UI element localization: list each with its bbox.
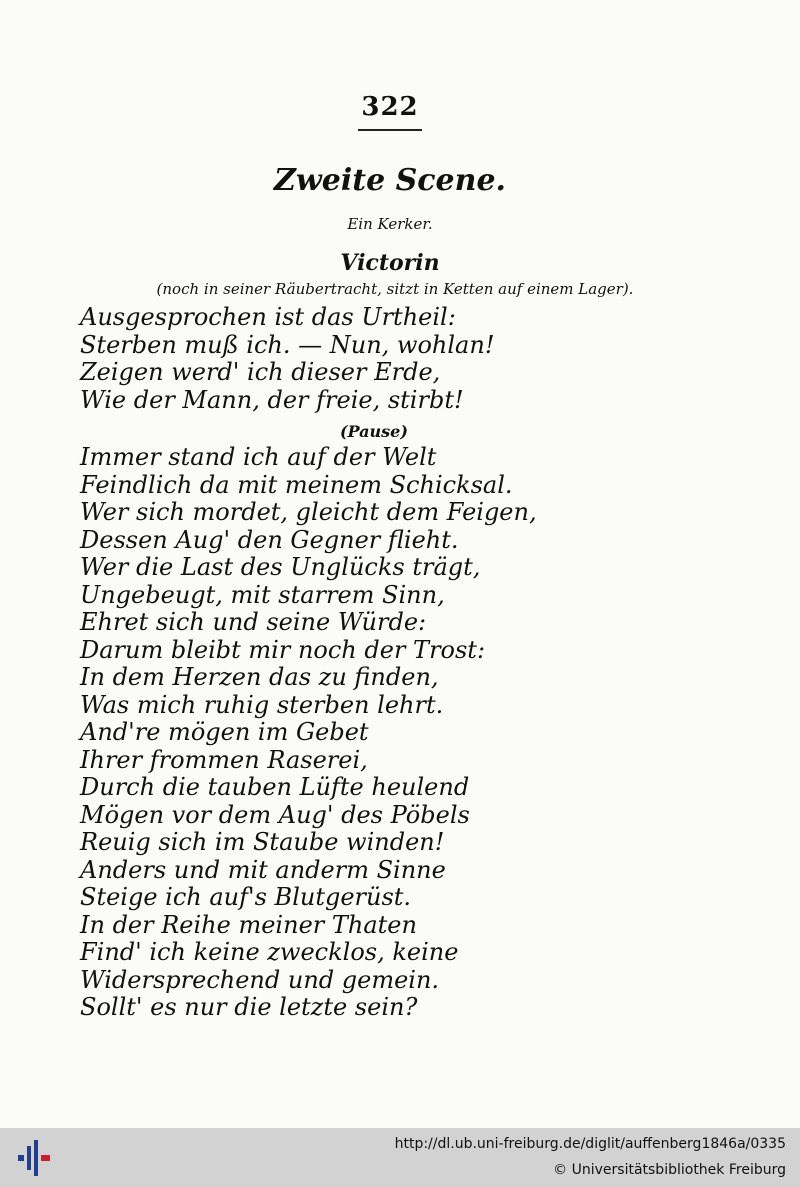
verse-line: Ihrer frommen Raserei, (80, 745, 368, 774)
pause-direction: (Pause) (340, 422, 408, 441)
verse-line: Ehret sich und seine Würde: (80, 608, 427, 636)
verse-line: Dessen Aug' den Gegner flieht. (80, 525, 459, 554)
verse-line: Anders und mit anderm Sinne (80, 855, 446, 884)
verse-line: In der Reihe meiner Thaten (80, 910, 417, 939)
page-number-rule (358, 129, 422, 131)
verse-line: Was mich ruhig sterben lehrt. (80, 690, 444, 719)
verse-line: Wer die Last des Unglücks trägt, (80, 553, 481, 581)
verse-line: Find' ich keine zwecklos, keine (80, 938, 459, 966)
verse-line: Wer sich mordet, gleicht dem Feigen, (80, 498, 537, 526)
verse-line: Steige ich auf's Blutgerüst. (80, 883, 412, 911)
verse-line: Widersprechend und gemein. (80, 965, 440, 994)
verse-line: Reuig sich im Staube winden! (80, 828, 445, 856)
stage-direction: (noch in seiner Räubertracht, sitzt in Ketten auf einem Lager). (156, 280, 634, 298)
verse-line: And're mögen im Gebet (80, 718, 369, 746)
verse-line: Darum bleibt mir noch der Trost: (80, 635, 486, 664)
scene-setting: Ein Kerker. (347, 215, 433, 233)
page-number: 322 (361, 92, 419, 122)
footer-bar (0, 1128, 800, 1187)
verse-line: Ausgesprochen ist das Urtheil: (80, 303, 456, 331)
scene-title: Zweite Scene. (274, 163, 506, 198)
verse-stanza-2 (80, 444, 540, 1022)
copyright-notice: © Universitätsbibliothek Freiburg (553, 1162, 786, 1178)
verse-line: In dem Herzen das zu finden, (80, 663, 439, 691)
verse-stanza-1 (80, 304, 540, 414)
library-logo-icon (14, 1138, 54, 1178)
verse-line: Immer stand ich auf der Welt (80, 443, 437, 471)
verse-line: Durch die tauben Lüfte heulend (80, 773, 470, 801)
verse-line: Sollt' es nur die letzte sein? (80, 993, 418, 1021)
verse-line: Mögen vor dem Aug' des Pöbels (80, 800, 470, 829)
source-url-link[interactable]: http://dl.ub.uni-freiburg.de/diglit/auffenberg1846a/0335 (394, 1136, 786, 1152)
verse-line: Feindlich da mit meinem Schicksal. (80, 470, 513, 499)
verse-line: Wie der Mann, der freie, stirbt! (80, 385, 464, 414)
verse-line: Ungebeugt, mit starrem Sinn, (80, 580, 445, 609)
character-name: Victorin (340, 250, 440, 276)
verse-line: Zeigen werd' ich dieser Erde, (80, 358, 441, 386)
verse-line: Sterben muß ich. — Nun, wohlan! (80, 330, 495, 359)
